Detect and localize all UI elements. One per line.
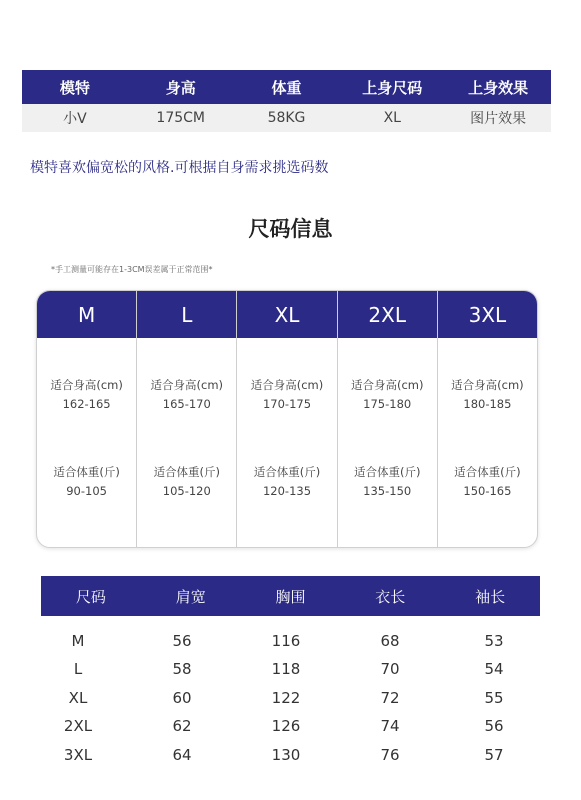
header-weight: 体重 bbox=[271, 78, 302, 97]
table-row bbox=[26, 632, 546, 650]
weight-label: 适合体重(斤) bbox=[253, 465, 321, 479]
height-range: 170-175 bbox=[262, 397, 312, 411]
header-height: 身高 bbox=[165, 78, 196, 97]
cell-sleeve: 56 bbox=[484, 717, 504, 735]
cell-sleeve: 54 bbox=[484, 660, 504, 678]
measure-note: *手工测量可能存在1-3CM误差属于正常范围* bbox=[51, 265, 213, 274]
cell-chest: 126 bbox=[271, 717, 301, 735]
header-chest: 胸围 bbox=[275, 587, 306, 606]
size-column-xl bbox=[237, 291, 337, 547]
table-row bbox=[26, 660, 546, 678]
cell-shoulder: 58 bbox=[172, 660, 192, 678]
cell-sleeve: 57 bbox=[484, 746, 504, 764]
size-guide-card bbox=[36, 290, 538, 548]
cell-chest: 116 bbox=[271, 632, 301, 650]
cell-length: 76 bbox=[380, 746, 400, 764]
cell-sleeve: 53 bbox=[484, 632, 504, 650]
header-effect: 上身效果 bbox=[468, 78, 529, 97]
cell-size: L bbox=[73, 660, 83, 678]
height-label: 适合身高(cm) bbox=[451, 378, 524, 392]
cell-size: XL bbox=[383, 110, 401, 126]
cell-chest: 122 bbox=[271, 689, 301, 707]
weight-range: 90-105 bbox=[66, 484, 107, 498]
header-model: 模特 bbox=[59, 78, 90, 97]
table-row bbox=[26, 689, 546, 707]
cell-sleeve: 55 bbox=[484, 689, 504, 707]
model-table-row bbox=[22, 104, 551, 132]
size-column-m bbox=[37, 291, 137, 547]
cell-model: 小V bbox=[63, 111, 87, 127]
weight-range: 120-135 bbox=[262, 484, 312, 498]
height-label: 适合身高(cm) bbox=[250, 378, 324, 392]
header-size: 上身尺码 bbox=[362, 78, 423, 97]
height-label: 适合身高(cm) bbox=[350, 378, 424, 392]
cell-height: 175CM bbox=[156, 110, 205, 126]
height-label: 适合身高(cm) bbox=[150, 378, 224, 392]
cell-chest: 118 bbox=[271, 660, 301, 678]
weight-label: 适合体重(斤) bbox=[454, 465, 521, 479]
cell-size: M bbox=[71, 632, 85, 650]
table-row bbox=[26, 746, 546, 764]
size-label: 2XL bbox=[338, 291, 437, 338]
height-range: 180-185 bbox=[463, 397, 512, 411]
size-column-3xl bbox=[438, 291, 537, 547]
model-table-header bbox=[22, 70, 551, 104]
weight-label: 适合体重(斤) bbox=[53, 465, 120, 479]
header-sleeve: 袖长 bbox=[475, 587, 506, 606]
cell-size: XL bbox=[68, 689, 88, 707]
cell-shoulder: 60 bbox=[172, 689, 192, 707]
cell-shoulder: 64 bbox=[172, 746, 192, 764]
cell-chest: 130 bbox=[271, 746, 301, 764]
size-label: L bbox=[137, 291, 236, 338]
weight-label: 适合体重(斤) bbox=[353, 465, 421, 479]
cell-effect: 图片效果 bbox=[470, 111, 527, 127]
cell-size: 2XL bbox=[63, 717, 93, 735]
header-shoulder: 肩宽 bbox=[175, 587, 206, 606]
size-label: 3XL bbox=[438, 291, 537, 338]
size-label: XL bbox=[237, 291, 336, 338]
height-label: 适合身高(cm) bbox=[50, 378, 123, 392]
weight-range: 135-150 bbox=[363, 484, 412, 498]
header-length: 衣长 bbox=[375, 587, 406, 606]
measurement-table-header bbox=[41, 576, 540, 616]
cell-shoulder: 56 bbox=[172, 632, 192, 650]
cell-length: 70 bbox=[380, 660, 400, 678]
size-column-l bbox=[137, 291, 237, 547]
model-table bbox=[22, 70, 551, 132]
fit-note: 模特喜欢偏宽松的风格.可根据自身需求挑选码数 bbox=[30, 160, 329, 176]
height-range: 162-165 bbox=[62, 397, 111, 411]
cell-length: 74 bbox=[380, 717, 400, 735]
height-range: 165-170 bbox=[162, 397, 211, 411]
weight-label: 适合体重(斤) bbox=[153, 465, 221, 479]
table-row bbox=[26, 717, 546, 735]
cell-size: 3XL bbox=[63, 746, 93, 764]
weight-range: 105-120 bbox=[162, 484, 211, 498]
cell-length: 68 bbox=[380, 632, 400, 650]
section-title: 尺码信息 bbox=[248, 217, 333, 241]
size-label: M bbox=[37, 291, 136, 338]
size-column-2xl bbox=[338, 291, 438, 547]
height-range: 175-180 bbox=[363, 397, 412, 411]
cell-shoulder: 62 bbox=[172, 717, 192, 735]
cell-length: 72 bbox=[380, 689, 400, 707]
cell-weight: 58KG bbox=[267, 110, 306, 126]
header-size: 尺码 bbox=[75, 587, 106, 606]
weight-range: 150-165 bbox=[463, 484, 512, 498]
